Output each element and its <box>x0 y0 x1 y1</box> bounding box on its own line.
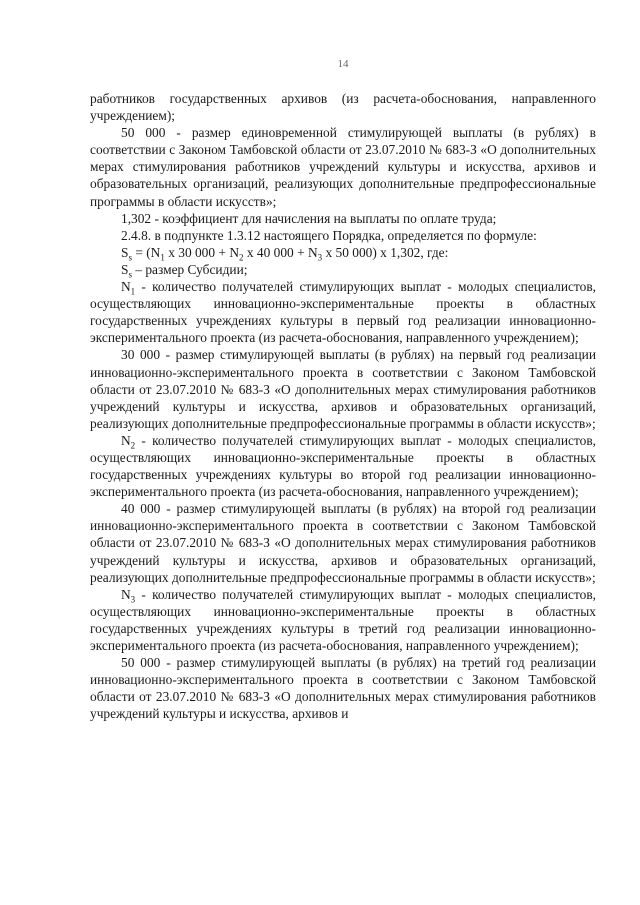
text-run: = (N <box>131 244 161 260</box>
paragraph-6 <box>90 261 596 278</box>
paragraph-5 <box>90 244 596 261</box>
paragraph-12: 50 000 - размер стимулирующей выплаты (в рублях) на третий год реализации инновационно-экспериментального проекта в соответствии с Законом Тамбовской области от 23.07.2010 № 683-З «О дополнительных мерах стимулирования работников учреждений культуры и искусства, архивов и <box>90 655 596 722</box>
text-run: N <box>121 279 131 295</box>
text-run: – размер Субсидии; <box>131 261 248 277</box>
paragraph-1: работников государственных архивов (из расчета-обоснования, направленного учреждением); <box>90 91 596 124</box>
document-body <box>90 90 596 722</box>
subscript: s <box>128 252 132 263</box>
paragraph-11 <box>90 586 596 654</box>
text-run: х 50 000) х 1,302, где: <box>322 244 449 260</box>
subscript: 3 <box>317 252 323 263</box>
text-run: - количество получателей стимулирующих выплат - молодых специалистов, осуществляющих инновационно-экспериментальные проекты в областных государственных учреждениях культуры в первый год реализации инновационно-экспериментального проекта (из расчета-обоснования, направленного учреждением); <box>90 279 596 346</box>
subscript: 1 <box>130 286 136 297</box>
paragraph-8: 30 000 - размер стимулирующей выплаты (в рублях) на первый год реализации инновационно-экспериментального проекта в соответствии с Законом Тамбовской области от 23.07.2010 № 683-З «О дополнительных мерах стимулирования работников учреждений культуры и искусства, архивов и образовательных организаций, реализующих дополнительные предпрофессиональные программы в области искусств»; <box>90 347 596 431</box>
subscript: 2 <box>239 252 244 263</box>
text-run: - количество получателей стимулирующих выплат - молодых специалистов, осуществляющих инновационно-экспериментальные проекты в областных государственных учреждениях культуры в третий год реализации инновационно-экспериментального проекта (из расчета-обоснования, направленного учреждением); <box>90 586 596 653</box>
page-number: 14 <box>337 58 349 70</box>
text-run: N <box>121 586 131 602</box>
paragraph-2: 50 000 - размер единовременной стимулирующей выплаты (в рублях) в соответствии с Законом Тамбовской области от 23.07.2010 № 683-З «О дополнительных мерах стимулирования работников учреждений культуры и искусства, архивов и образовательных организаций, реализующих дополнительные предпрофессиональные программы в области искусств»; <box>90 125 596 209</box>
subscript: 2 <box>130 440 136 451</box>
text-run: S <box>121 244 129 260</box>
paragraph-9 <box>90 432 596 500</box>
paragraph-10: 40 000 - размер стимулирующей выплаты (в рублях) на второй год реализации инновационно-экспериментального проекта в соответствии с Законом Тамбовской области от 23.07.2010 № 683-З «О дополнительных мерах стимулирования работников учреждений культуры и искусства, архивов и образовательных организаций, реализующих дополнительные предпрофессиональные программы в области искусств»; <box>90 501 596 585</box>
subscript: s <box>128 269 132 280</box>
text-run: N <box>121 432 131 448</box>
paragraph-7 <box>90 278 596 346</box>
text-run: х 30 000 + N <box>164 244 239 260</box>
text-run: х 40 000 + N <box>243 244 318 260</box>
paragraph-4: 2.4.8. в подпункте 1.3.12 настоящего Порядка, определяется по формуле: <box>121 227 537 243</box>
text-run: S <box>121 261 129 277</box>
subscript: 3 <box>130 594 136 605</box>
paragraph-3: 1,302 - коэффициент для начисления на выплаты по оплате труда; <box>121 210 497 226</box>
text-run: - количество получателей стимулирующих выплат - молодых специалистов, осуществляющих инновационно-экспериментальные проекты в областных государственных учреждениях культуры во второй год реализации инновационно-экспериментального проекта (из расчета-обоснования, направленного учреждением); <box>90 432 596 500</box>
subscript: 1 <box>160 252 165 263</box>
